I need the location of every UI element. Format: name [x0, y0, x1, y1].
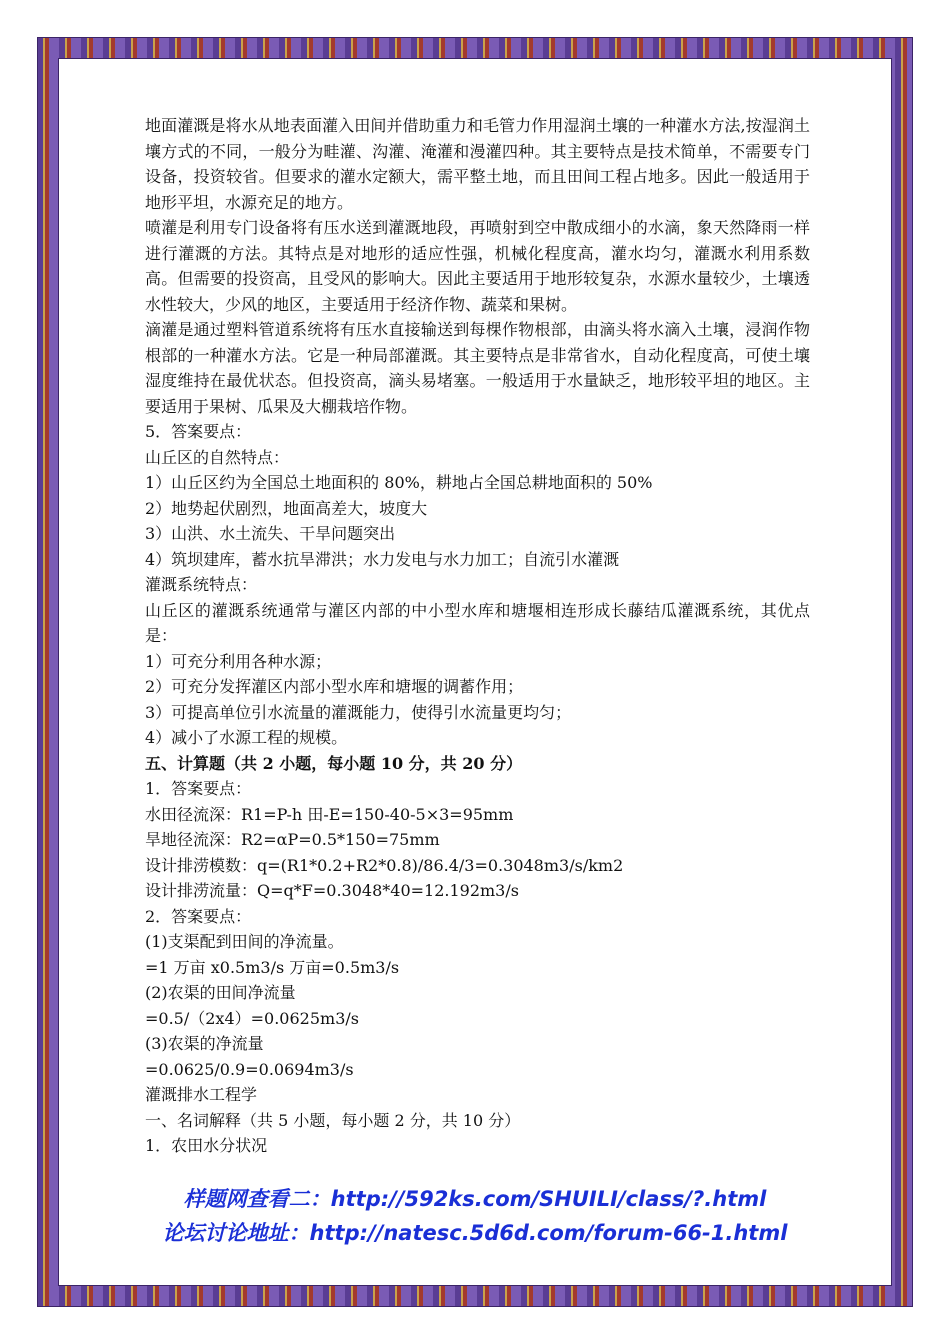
term-1: 1．农田水分状况 [145, 1136, 268, 1155]
calc-step-2-value: =0.5/（2x4）=0.0625m3/s [145, 1008, 359, 1028]
mountain-feature-3: 3）山洪、水土流失、干旱问题突出 [145, 524, 396, 543]
paragraph-sprinkler-irrigation: 喷灌是利用专门设备将有压水送到灌溉地段，再喷射到空中散成细小的水滴，象天然降雨一样进行灌溉的方法。其特点是对地形的适应性强，机械化程度高，灌水均匀，灌溉水利用系数高。但需要的投资高，且受风的影响大。因此主要适用于地形较复杂，水源水量较少，土壤透水性较大，少风的地区，主要适用于经济作物、蔬菜和果树。 [145, 218, 810, 314]
section-heading-terms: 一、名词解释（共 5 小题，每小题 2 分，共 10 分） [145, 1110, 521, 1130]
answer-heading-5: 5．答案要点： [145, 422, 252, 441]
advantage-4: 4）减小了水源工程的规模。 [145, 728, 348, 747]
footer-forum-link[interactable]: 论坛讨论地址：http://natesc.5d6d.com/forum-66-1.html [162, 1221, 788, 1245]
calc-paddy-runoff: 水田径流深：R1=P-h 田-E=150-40-5×3=95mm [145, 804, 514, 824]
mountain-feature-1: 1）山丘区约为全国总土地面积的 80%，耕地占全国总耕地面积的 50% [145, 473, 653, 492]
calc-step-1-label: (1)支渠配到田间的净流量。 [145, 932, 344, 951]
calc-dryland-runoff: 旱地径流深：R2=αP=0.5*150=75mm [145, 830, 440, 849]
irrigation-system-heading: 灌溉系统特点： [145, 575, 258, 594]
calc-drainage-flow: 设计排涝流量：Q=q*F=0.3048*40=12.192m3/s [145, 881, 519, 900]
paragraph-drip-irrigation: 滴灌是通过塑料管道系统将有压水直接输送到每棵作物根部，由滴头将水滴入土壤，浸润作物根部的一种灌水方法。它是一种局部灌溉。其主要特点是非常省水，自动化程度高，可使土壤湿度维持在最优状态。但投资高，滴头易堵塞。一般适用于水量缺乏，地形较平坦的地区。主要适用于果树、瓜果及大棚栽培作物。 [145, 320, 810, 416]
mountain-feature-2: 2）地势起伏剧烈，地面高差大，坡度大 [145, 498, 428, 518]
calc-step-2-label: (2)农渠的田间净流量 [145, 983, 296, 1002]
calc-step-3-value: =0.0625/0.9=0.0694m3/s [145, 1059, 354, 1079]
mountain-feature-4: 4）筑坝建库，蓄水抗旱滞洪；水力发电与水力加工；自流引水灌溉 [145, 549, 620, 569]
calc-step-3-label: (3)农渠的净流量 [145, 1034, 264, 1053]
footer-sample-link[interactable]: 样题网查看二：http://592ks.com/SHUILI/class/?.html [183, 1187, 767, 1211]
advantage-3: 3）可提高单位引水流量的灌溉能力，使得引水流量更均匀； [145, 702, 572, 722]
answer-heading-1: 1．答案要点： [145, 779, 252, 798]
calc-step-1-value: =1 万亩 x0.5m3/s 万亩=0.5m3/s [145, 957, 400, 977]
advantage-1: 1）可充分利用各种水源； [145, 651, 332, 671]
mountain-features-heading: 山丘区的自然特点： [145, 447, 290, 467]
calc-drainage-modulus: 设计排涝模数：q=(R1*0.2+R2*0.8)/86.4/3=0.3048m3/s/km2 [145, 855, 624, 875]
advantage-2: 2）可充分发挥灌区内部小型水库和塘堰的调蓄作用； [145, 677, 524, 696]
section-heading-calculation: 五、计算题（共 2 小题，每小题 10 分，共 20 分） [145, 753, 523, 773]
irrigation-system-description: 山丘区的灌溉系统通常与灌区内部的中小型水库和塘堰相连形成长藤结瓜灌溉系统，其优点是： [145, 600, 810, 645]
document-body [145, 113, 810, 1159]
answer-heading-2: 2．答案要点： [145, 906, 252, 926]
paragraph-surface-irrigation: 地面灌溉是将水从地表面灌入田间并借助重力和毛管力作用湿润土壤的一种灌水方法,按湿润土壤方式的不同，一般分为畦灌、沟灌、淹灌和漫灌四种。其主要特点是技术简单，不需要专门设备，投资较省。但要求的灌水定额大，需平整土地，而且田间工程占地多。因此一般适用于地形平坦，水源充足的地方。 [145, 116, 810, 212]
document-title: 灌溉排水工程学 [145, 1085, 258, 1104]
